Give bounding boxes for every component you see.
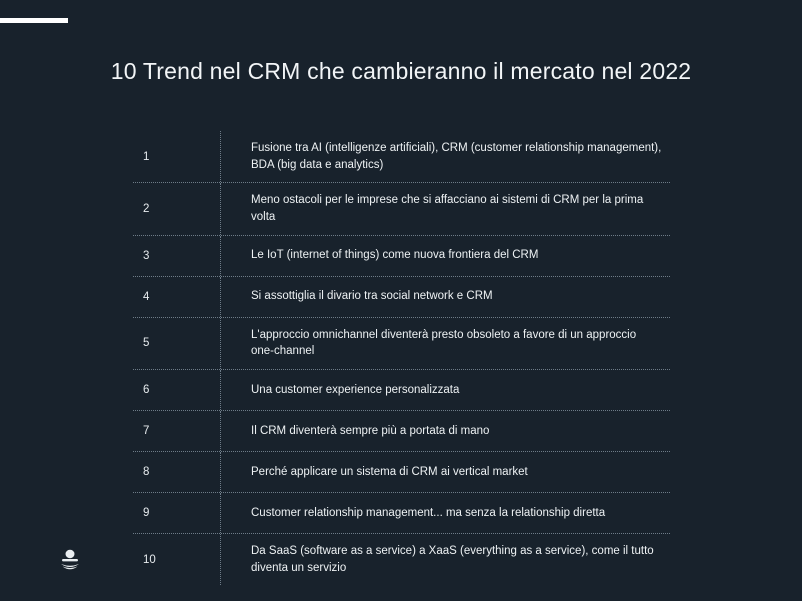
list-item-number: 2	[133, 183, 221, 234]
brand-logo-icon	[55, 545, 85, 575]
list-item-number: 9	[133, 493, 221, 533]
list-item-text: L'approccio omnichannel diventerà presto obsoleto a favore di un approccio one-channel	[251, 328, 637, 358]
list-item-text: Customer relationship management... ma senza la relationship diretta	[251, 506, 606, 519]
list-item	[133, 411, 670, 452]
list-item	[133, 277, 670, 318]
list-item	[133, 534, 670, 585]
list-item-text: Da SaaS (software as a service) a XaaS (everything as a service), come il tutto diventa un servizio	[251, 545, 654, 574]
list-item-number: 10	[133, 534, 221, 585]
list-item	[133, 183, 670, 235]
list-item-text: Perché applicare un sistema di CRM ai vertical market	[251, 465, 528, 478]
list-item	[133, 131, 670, 183]
list-item-text: Il CRM diventerà sempre più a portata di mano	[251, 424, 490, 437]
list-item	[133, 370, 670, 411]
list-item-text: Meno ostacoli per le imprese che si affacciano ai sistemi di CRM per la prima volta	[251, 194, 644, 224]
list-item-text: Una customer experience personalizzata	[251, 383, 460, 396]
list-item	[133, 318, 670, 370]
page-title: 10 Trend nel CRM che cambieranno il mercato nel 2022	[110, 58, 692, 84]
list-item-number: 1	[133, 131, 221, 182]
top-accent-bar	[0, 18, 68, 23]
list-item-number: 3	[133, 236, 221, 276]
list-item-text: Fusione tra AI (intelligenze artificiali), CRM (customer relationship management), BDA (big data e analytics)	[251, 142, 662, 171]
list-item	[133, 452, 670, 493]
list-item-number: 7	[133, 411, 221, 451]
list-item-number: 4	[133, 277, 221, 317]
list-item	[133, 236, 670, 277]
trend-list	[133, 131, 670, 585]
list-item-text: Si assottiglia il divario tra social network e CRM	[251, 290, 493, 303]
list-item-number: 5	[133, 318, 221, 369]
list-item-text: Le IoT (internet of things) come nuova frontiera del CRM	[251, 249, 539, 262]
list-item-number: 6	[133, 370, 221, 410]
list-item-number: 8	[133, 452, 221, 492]
list-item	[133, 493, 670, 534]
